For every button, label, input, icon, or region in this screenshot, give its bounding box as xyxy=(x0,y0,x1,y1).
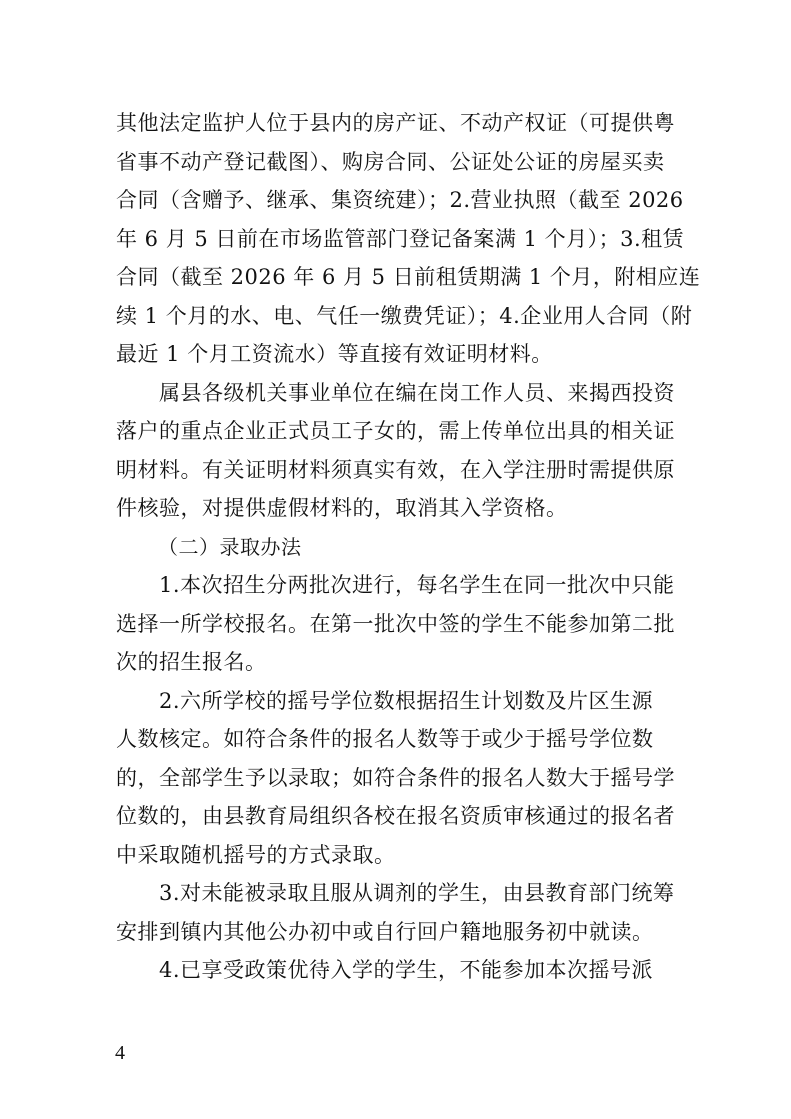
text-line: 合同（截至 2026 年 6 月 5 日前租赁期满 1 个月，附相应连 xyxy=(116,265,701,289)
text-line: 其他法定监护人位于县内的房产证、不动产权证（可提供粤 xyxy=(116,111,675,135)
text-line: 人数核定。如符合条件的报名人数等于或少于摇号学位数 xyxy=(116,727,654,751)
page-number: 4 xyxy=(115,1042,125,1064)
text-line: 安排到镇内其他公办初中或自行回户籍地服务初中就读。 xyxy=(116,919,654,944)
section-heading xyxy=(116,528,676,567)
text-line: 4.已享受政策优待入学的学生，不能参加本次摇号派 xyxy=(116,958,654,982)
text-line: 选择一所学校报名。在第一批次中签的学生不能参加第二批 xyxy=(116,611,675,636)
text-line: 属县各级机关事业单位在编在岗工作人员、来揭西投资 xyxy=(116,380,675,405)
paragraph-residence-proof xyxy=(116,104,701,374)
text-line: 合同（含赠予、继承、集资统建）；2.营业执照（截至 2026 xyxy=(116,188,684,212)
text-line: 中采取随机摇号的方式录取。 xyxy=(116,842,396,867)
text-line: 明材料。有关证明材料须真实有效，在入学注册时需提供原 xyxy=(116,457,675,482)
paragraph-staff-children xyxy=(116,374,676,528)
text-line: 1.本次招生分两批次进行，每名学生在同一批次中只能 xyxy=(116,573,675,597)
text-line: 位数的，由县教育局组织各校在报名资质审核通过的报名者 xyxy=(116,804,675,828)
paragraph-item-3 xyxy=(116,874,676,951)
text-line: 落户的重点企业正式员工子女的，需上传单位出具的相关证 xyxy=(116,419,675,443)
body-text xyxy=(116,104,701,990)
text-line: 件核验，对提供虚假材料的，取消其入学资格。 xyxy=(116,496,568,520)
text-line: 3.对未能被录取且服从调剂的学生，由县教育部门统筹 xyxy=(116,881,675,905)
text-line: 次的招生报名。 xyxy=(116,650,267,674)
heading-admission-method: （二）录取办法 xyxy=(158,534,302,559)
text-line: 省事不动产登记截图）、购房合同、公证处公证的房屋买卖 xyxy=(116,149,665,174)
text-line: 续 1 个月的水、电、气任一缴费凭证）；4.企业用人合同（附 xyxy=(116,303,693,328)
paragraph-item-4 xyxy=(116,951,676,990)
text-line: 年 6 月 5 日前在市场监管部门登记备案满 1 个月）；3.租赁 xyxy=(116,226,685,251)
text-line: 最近 1 个月工资流水）等直接有效证明材料。 xyxy=(116,342,553,366)
text-line: 的，全部学生予以录取；如符合条件的报名人数大于摇号学 xyxy=(116,765,675,790)
paragraph-item-1 xyxy=(116,566,676,682)
text-line: 2.六所学校的摇号学位数根据招生计划数及片区生源 xyxy=(116,688,654,713)
paragraph-item-2 xyxy=(116,682,676,875)
